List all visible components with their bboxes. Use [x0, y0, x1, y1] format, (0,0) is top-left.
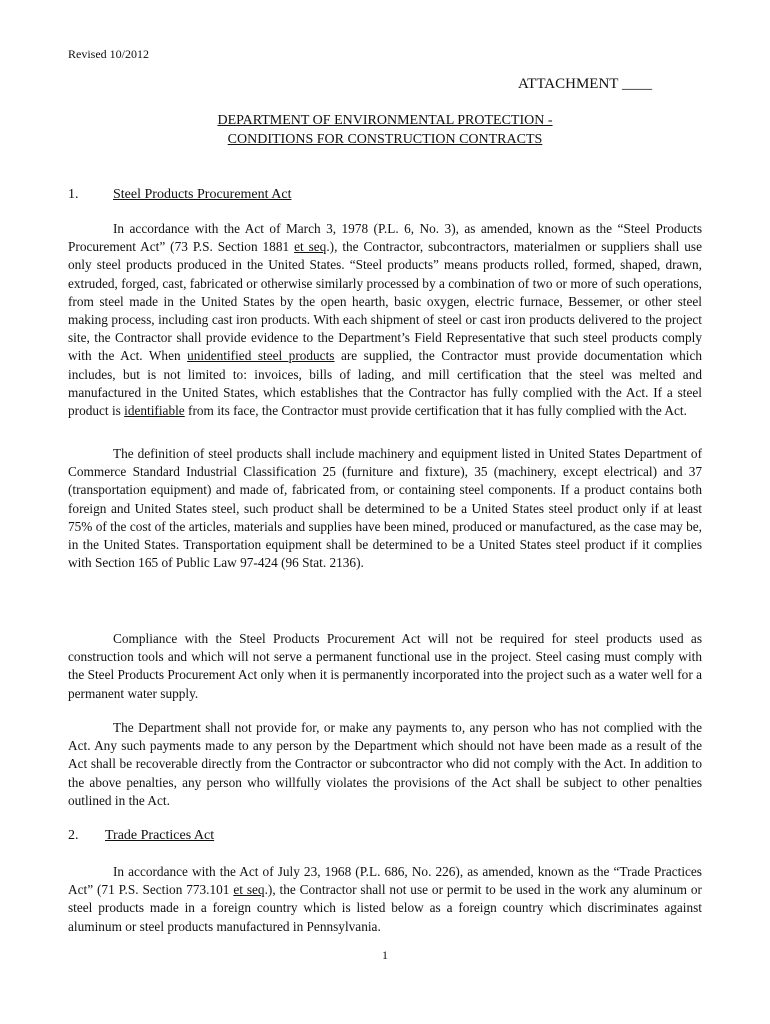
contract-conditions-heading: CONDITIONS FOR CONSTRUCTION CONTRACTS: [227, 132, 543, 147]
department-heading: DEPARTMENT OF ENVIRONMENTAL PROTECTION -: [217, 113, 553, 128]
unidentified-steel-products-term: unidentified steel products: [187, 348, 335, 364]
section-1-paragraph-3: Compliance with the Steel Products Procurement Act will not be required for steel products used as construction tools and which will not serve a permanent functional use in the project. Steel casing must comply with the Steel Products Procurement Act only when it is permanently incorporated into the project such as a water well for a permanent water supply.: [68, 631, 702, 701]
section-1-paragraph-4: The Department shall not provide for, or make any payments to, any person who has not complied with the Act. Any such payments made to any person by the Department which should not have been made as a result of the Act shall be recoverable directly from the Contractor or subcontractor who did not comply with the Act. In addition to the above penalties, any person who willfully violates the provisions of the Act shall be subject to other penalties outlined in the Act.: [68, 720, 702, 808]
revision-date: Revised 10/2012: [68, 47, 149, 61]
attachment-label: ATTACHMENT ____: [518, 76, 652, 92]
section-1-number: 1.: [68, 187, 79, 202]
section-2-paragraph-1: In accordance with the Act of July 23, 1968 (P.L. 686, No. 226), as amended, known as the “Trade Practices Act” (71 P.S. Section 773.101 et seq.), the Contractor shall not use or permit to be used in the work any aluminum or steel products made in a foreign country which is listed below as a foreign country which discriminates against aluminum or steel products manufactured in Pennsylvania.: [68, 864, 702, 934]
section-1-paragraph-1: In accordance with the Act of March 3, 1978 (P.L. 6, No. 3), as amended, known as the “Steel Products Procurement Act” (73 P.S. Section 1881 et seq.), the Contractor, subcontractors, materialmen or suppliers shall use only steel products produced in the United States. “Steel products” means products rolled, formed, shaped, drawn, extruded, forged, cast, fabricated or otherwise similarly processed by a combination of two or more of such operations, from steel made in the United States by the open hearth, basic oxygen, electric furnace, Bessemer, or other steel making process, including cast iron products. With each shipment of steel or cast iron products delivered to the project site, the Contractor shall provide evidence to the Department’s Field Representative that such steel products comply with the Act. When unidentified steel products are supplied, the Contractor must provide documentation which includes, but is not limited to: invoices, bills of lading, and mill certification that the steel was melted and manufactured in the United States, which establishes that the Contractor has fully complied with the Act. If a steel product is identifiable from its face, the Contractor must provide certification that it has fully complied with the Act.: [68, 221, 703, 419]
identifiable-term: identifiable: [124, 403, 185, 419]
et-seq-term: et seq: [294, 239, 327, 255]
et-seq-term: et seq: [233, 882, 265, 898]
page-number: 1: [382, 948, 388, 962]
section-2-number: 2.: [68, 828, 79, 843]
section-2-title: Trade Practices Act: [105, 828, 215, 843]
section-1-title: Steel Products Procurement Act: [113, 187, 292, 202]
section-1-paragraph-2: The definition of steel products shall include machinery and equipment listed in United States Department of Commerce Standard Industrial Classification 25 (furniture and fixture), 35 (machinery, except electrical) and 37 (transportation equipment) and made of, fabricated from, or containing steel components. If a product contains both foreign and United States steel, such product shall be determined to be a United States steel product only if at least 75% of the cost of the articles, materials and supplies have been mined, produced or manufactured, as the case may be, in the United States. Transportation equipment shall be determined to be a United States steel product if it complies with Section 165 of Public Law 97-424 (96 Stat. 2136).: [68, 446, 702, 571]
